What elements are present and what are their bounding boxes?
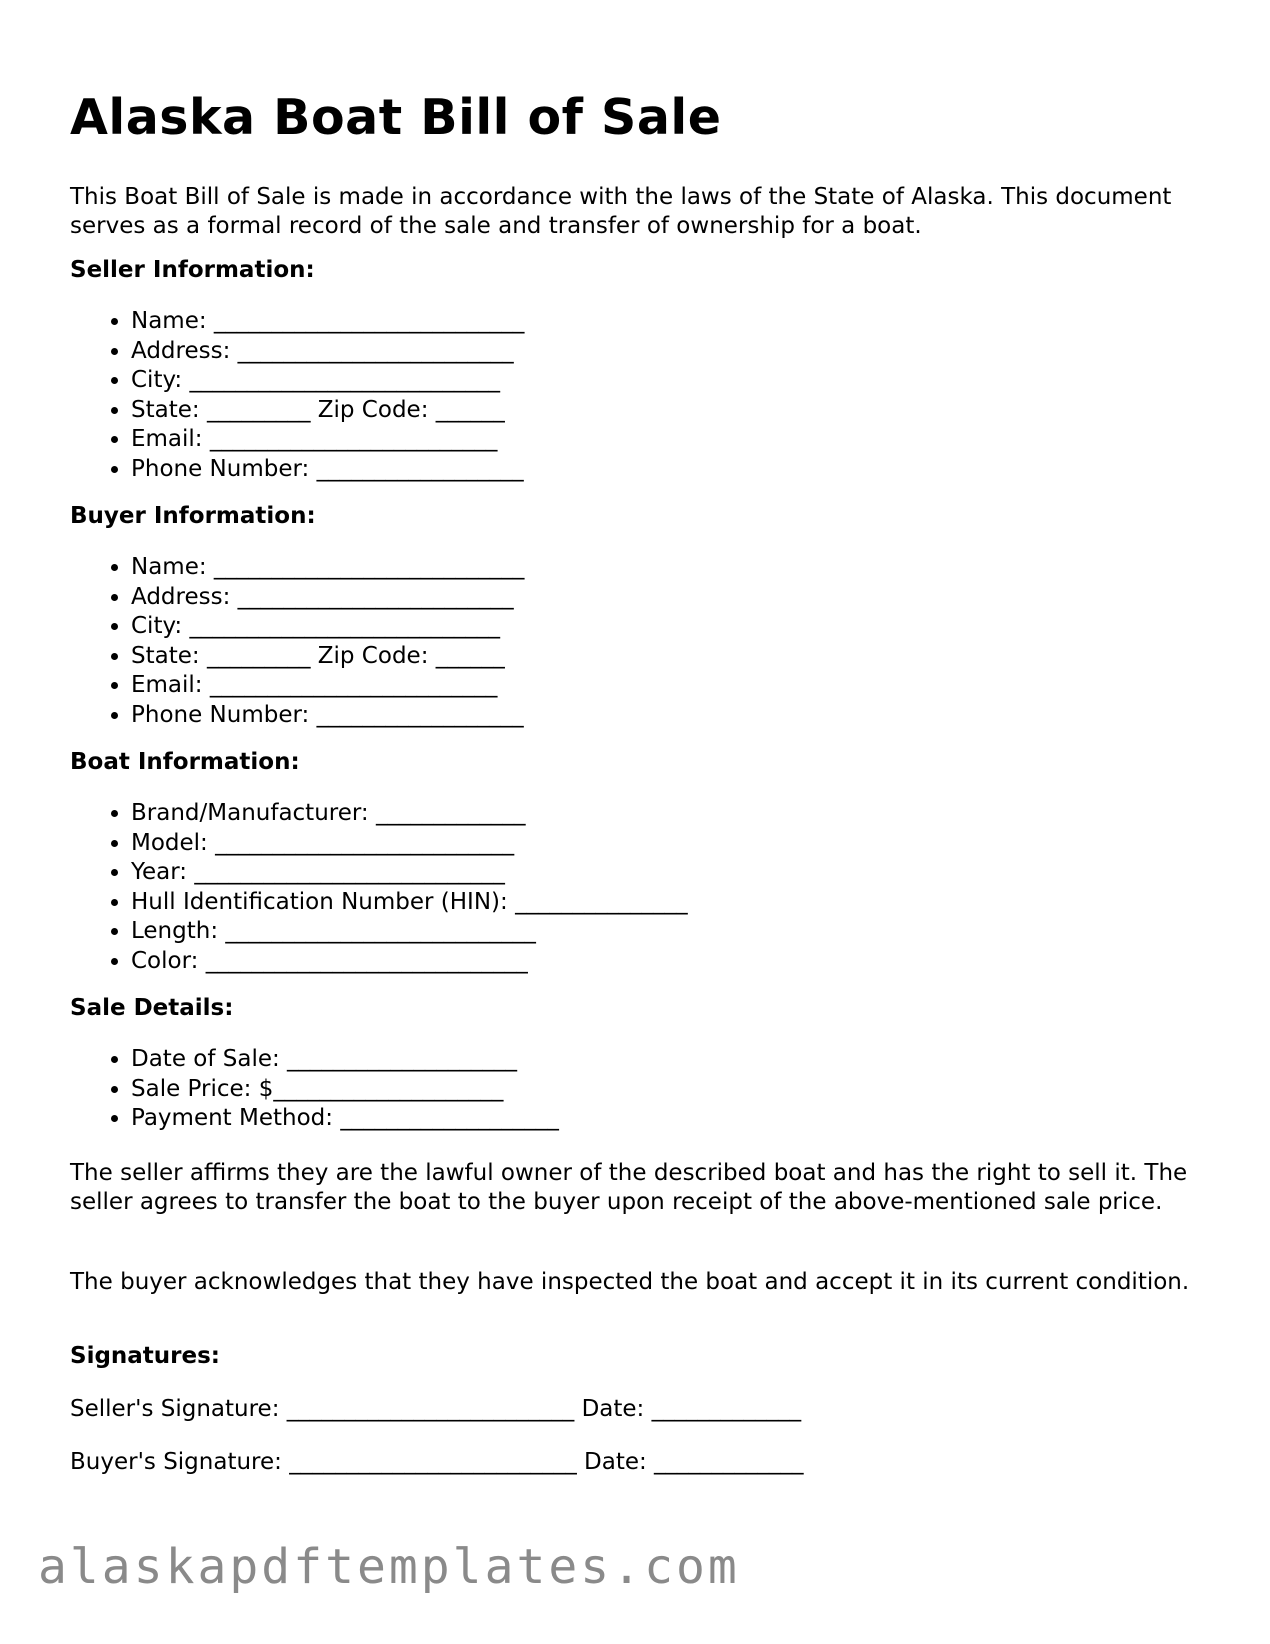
boat-heading: Boat Information:	[70, 749, 300, 775]
buyer-signature-line: Buyer's Signature: _________________________ Date: _____________	[70, 1449, 804, 1475]
page-title: Alaska Boat Bill of Sale	[70, 89, 722, 146]
buyer-heading: Buyer Information:	[70, 503, 316, 529]
buyer-phone-field: • Phone Number: __________________	[131, 701, 524, 731]
signatures-heading: Signatures:	[70, 1343, 221, 1369]
seller-email-field: • Email: _________________________	[131, 425, 524, 455]
intro-paragraph: This Boat Bill of Sale is made in accordance with the laws of the State of Alaska. This document serves as a formal record of the sale and transfer of ownership for a boat.	[70, 184, 1172, 239]
boat-year-field: • Year: ___________________________	[131, 858, 688, 888]
sale-heading: Sale Details:	[70, 995, 234, 1021]
seller-heading: Seller Information:	[70, 257, 315, 283]
boat-hin-field: • Hull Identification Number (HIN): _______________	[131, 888, 688, 918]
buyer-state-zip-field: • State: _________ Zip Code: ______	[131, 642, 524, 672]
seller-city-field: • City: ___________________________	[131, 366, 524, 396]
boat-model-field: • Model: __________________________	[131, 829, 688, 859]
buyer-address-field: • Address: ________________________	[131, 583, 524, 613]
acknowledgement-paragraph: The buyer acknowledges that they have inspected the boat and accept it in its current condition.	[70, 1269, 1190, 1295]
seller-fields-list	[70, 307, 524, 484]
boat-fields-list	[70, 799, 688, 976]
payment-method-field: • Payment Method: ___________________	[131, 1104, 559, 1134]
seller-name-field: • Name: ___________________________	[131, 307, 524, 337]
boat-color-field: • Color: ____________________________	[131, 947, 688, 977]
seller-state-zip-field: • State: _________ Zip Code: ______	[131, 396, 524, 426]
boat-length-field: • Length: ___________________________	[131, 917, 688, 947]
seller-phone-field: • Phone Number: __________________	[131, 455, 524, 485]
sale-date-field: • Date of Sale: ____________________	[131, 1045, 559, 1075]
buyer-email-field: • Email: _________________________	[131, 671, 524, 701]
sale-fields-list	[70, 1045, 559, 1134]
boat-brand-field: • Brand/Manufacturer: _____________	[131, 799, 688, 829]
buyer-city-field: • City: ___________________________	[131, 612, 524, 642]
buyer-fields-list	[70, 553, 524, 730]
site-watermark: alaskapdftemplates.com	[38, 1539, 740, 1595]
seller-address-field: • Address: ________________________	[131, 337, 524, 367]
sale-price-field: • Sale Price: $____________________	[131, 1075, 559, 1105]
affirmation-paragraph: The seller affirms they are the lawful owner of the described boat and has the right to sell it. The seller agrees to transfer the boat to the buyer upon receipt of the above-mentioned sale price.	[70, 1160, 1188, 1215]
seller-signature-line: Seller's Signature: _________________________ Date: _____________	[70, 1396, 802, 1422]
buyer-name-field: • Name: ___________________________	[131, 553, 524, 583]
